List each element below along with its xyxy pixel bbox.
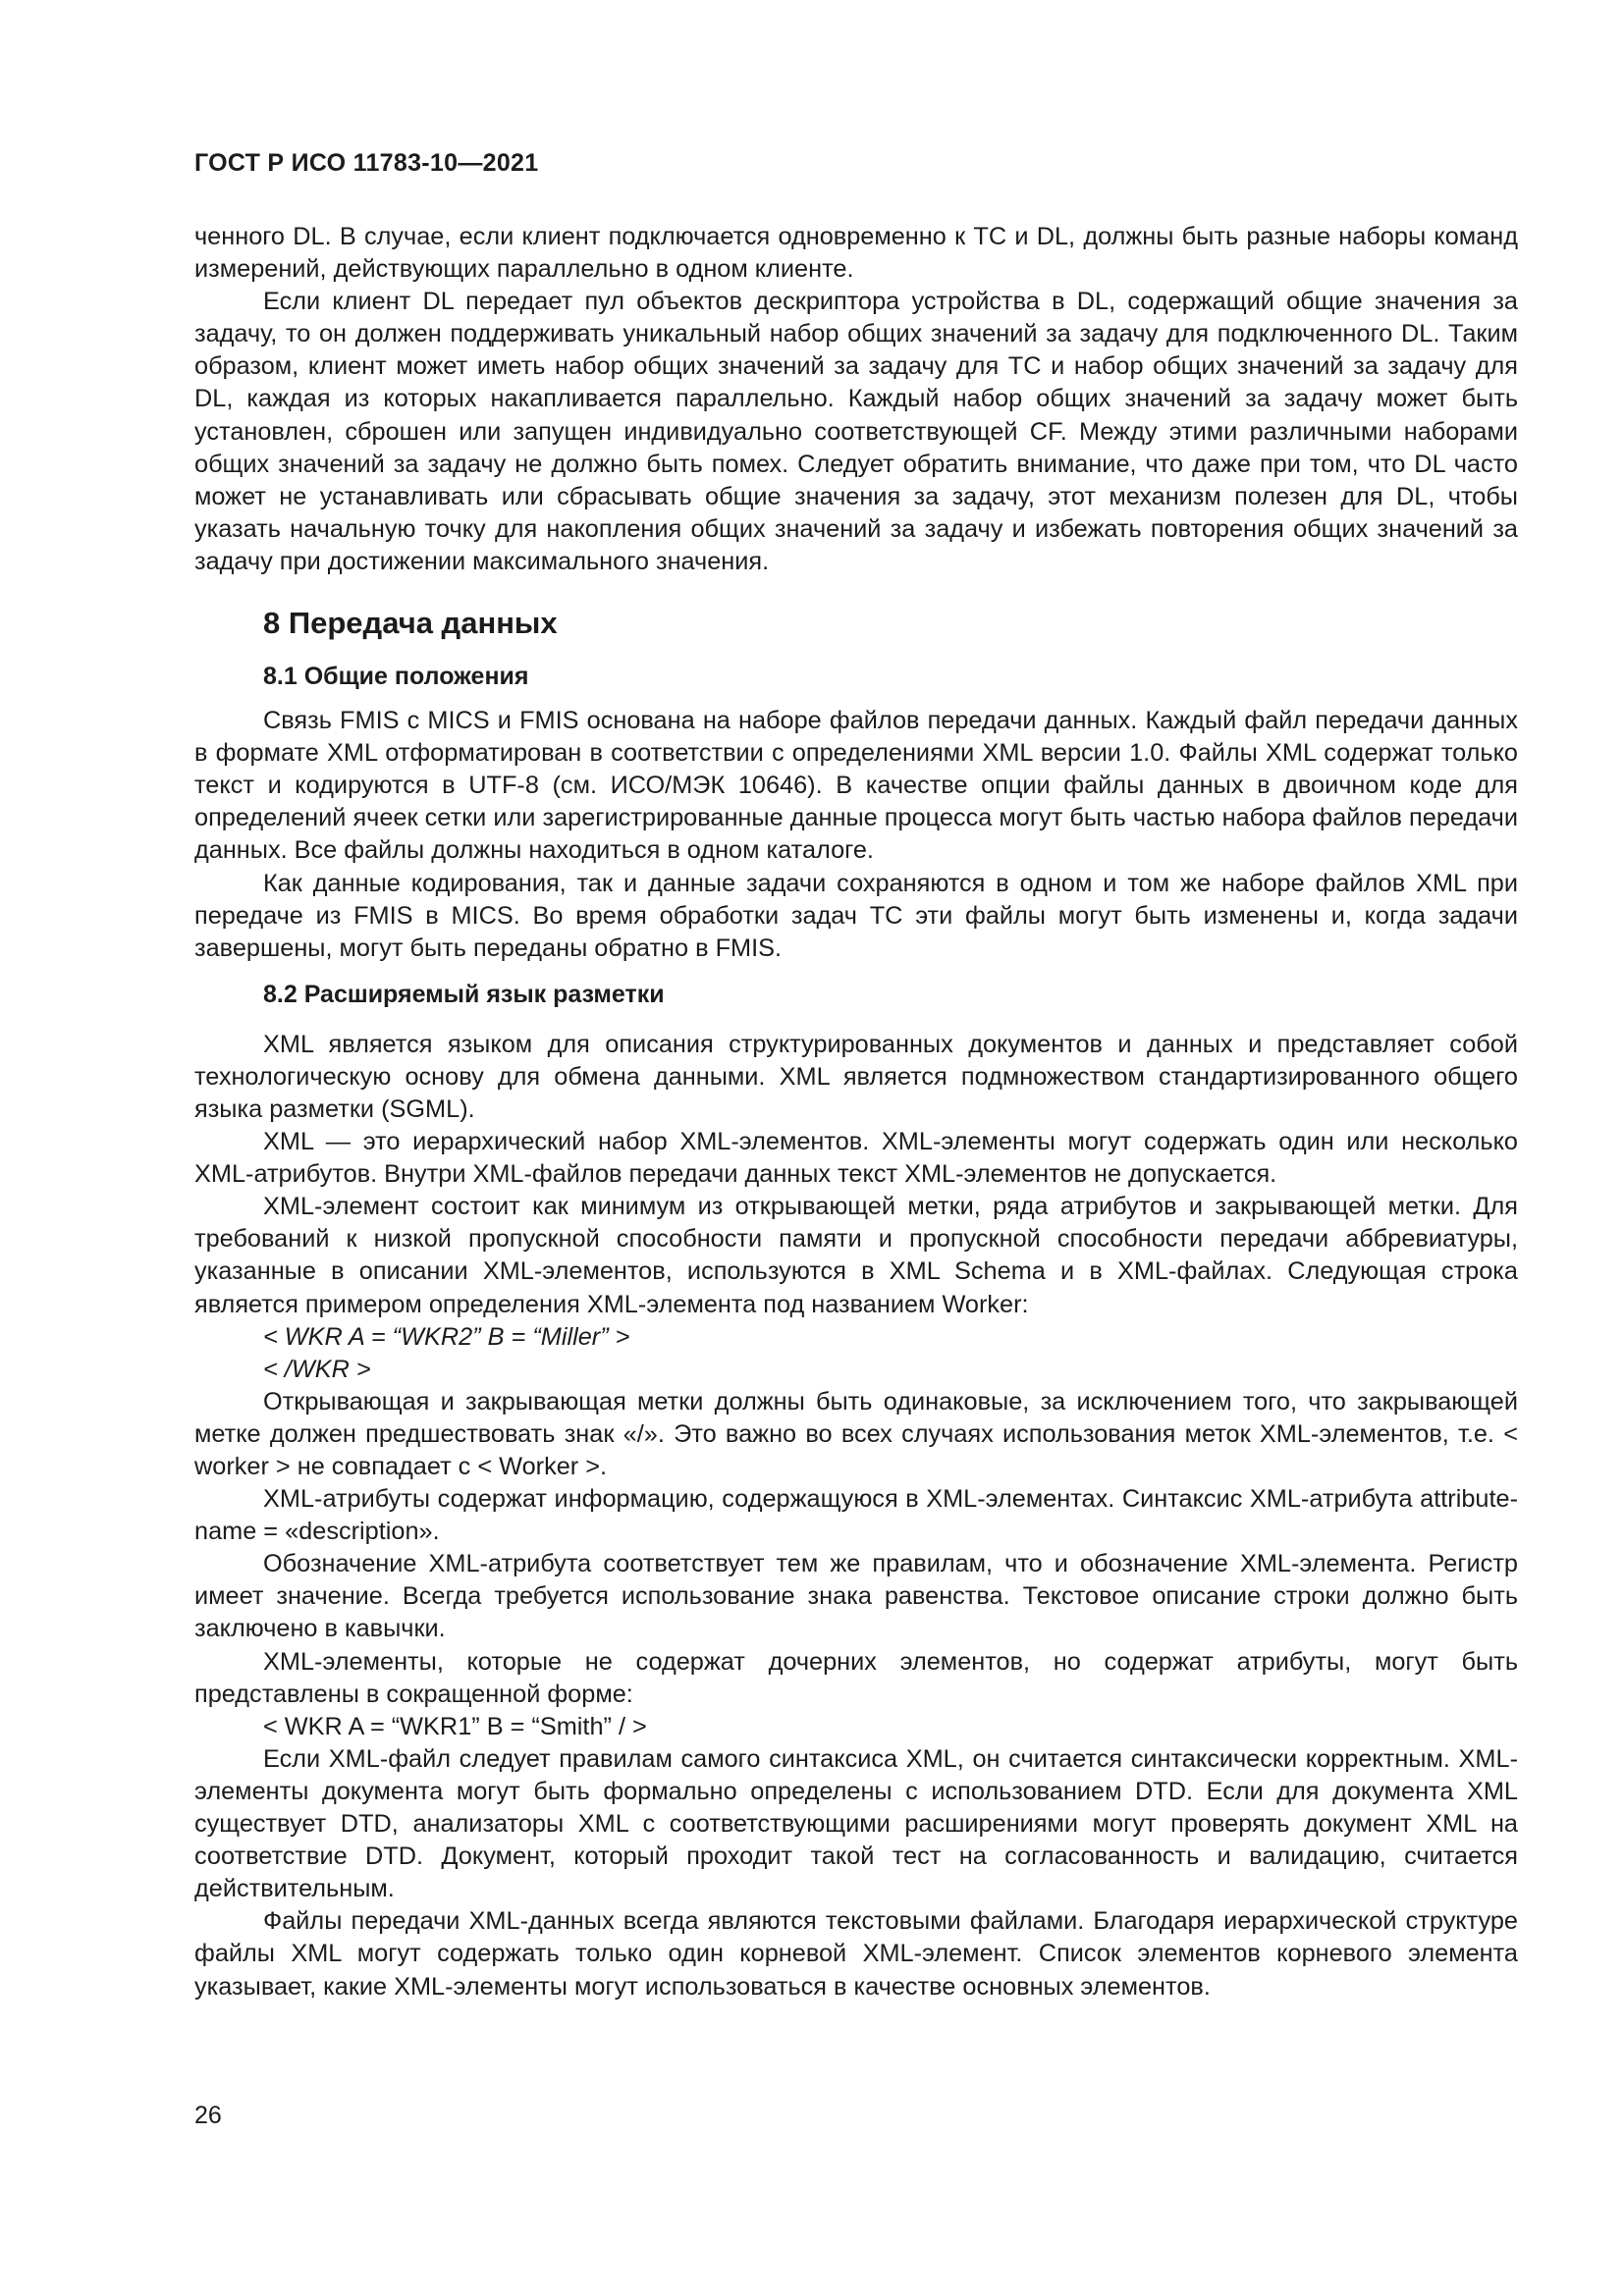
document-body <box>194 221 1518 2003</box>
paragraph: Если клиент DL передает пул объектов дескриптора устройства в DL, содержащий общие значения за задачу, то он должен поддерживать уникальный набор общих значений за задачу для подключенного DL. Таким образом, клиент может иметь набор общих значений за задачу для ТС и набор общих значений за задачу для DL, каждая из которых накапливается параллельно. Каждый набор общих значений за задачу может быть установлен, сброшен или запущен индивидуально соответствующей CF. Между этими различными наборами общих значений за задачу не должно быть помех. Следует обратить внимание, что даже при том, что DL часто может не устанавливать или сбрасывать общие значения за задачу, этот механизм полезен для DL, чтобы указать начальную точку для накопления общих значений за задачу и избежать повторения общих значений за задачу при достижении максимального значения. <box>194 288 1518 575</box>
paragraph: Как данные кодирования, так и данные задачи сохраняются в одном и том же наборе файлов XML при передаче из FMIS в MICS. Во время обработки задач ТС эти файлы могут быть изменены и, когда задачи завершены, могут быть переданы обратно в FMIS. <box>194 869 1518 962</box>
paragraph: XML-элементы, которые не содержат дочерних элементов, но содержат атрибуты, могут быть представлены в сокращенной форме: <box>194 1647 1518 1708</box>
paragraph: Открывающая и закрывающая метки должны быть одинаковые, за исключением того, что закрывающей метке должен предшествовать знак «/». Это важно во всех случаях использования меток XML-элементов, т.е. < worker > не совпадает с < Worker >. <box>194 1387 1518 1480</box>
paragraph: Связь FMIS с MICS и FMIS основана на наборе файлов передачи данных. Каждый файл передачи данных в формате XML отформатирован в соответствии с определениями XML версии 1.0. Файлы XML содержат только текст и кодируются в UTF-8 (см. ИСО/МЭК 10646). В качестве опции файлы данных в двоичном коде для определений ячеек сетки или зарегистрированные данные процесса могут быть частью набора файлов передачи данных. Все файлы должны находиться в одном каталоге. <box>194 707 1518 865</box>
code-example-short-form: < WKR A = “WKR1” B = “Smith” / > <box>263 1712 647 1740</box>
page-number: 26 <box>194 2102 222 2129</box>
paragraph: Файлы передачи XML-данных всегда являются текстовыми файлами. Благодаря иерархической структуре файлы XML могут содержать только один корневой XML-элемент. Список элементов корневого элемента указывает, какие XML-элементы могут использоваться в качестве основных элементов. <box>194 1907 1518 2001</box>
paragraph: XML-элемент состоит как минимум из открывающей метки, ряда атрибутов и закрывающей метки. Для требований к низкой пропускной способности памяти и пропускной способности передачи аббревиатуры, указанные в описании XML-элементов, используются в XML Schema и в XML-файлах. Следующая строка является примером определения XML-элемента под названием Worker: <box>194 1193 1518 1318</box>
subsection-heading-8-1: 8.1 Общие положения <box>263 663 529 691</box>
subsection-heading-8-2: 8.2 Расширяемый язык разметки <box>263 980 665 1008</box>
paragraph: Если XML-файл следует правилам самого синтаксиса XML, он считается синтаксически корректным. XML-элементы документа могут быть формально определены с использованием DTD. Если для документа XML существует DTD, анализаторы XML с соответствующими расширениями могут проверять документ XML на соответствие DTD. Документ, который проходит такой тест на согласованность и валидацию, считается действительным. <box>194 1744 1518 1903</box>
code-example-close-tag: < /WKR > <box>263 1355 371 1383</box>
paragraph: XML-атрибуты содержат информацию, содержащуюся в XML-элементах. Синтаксис XML-атрибута attribute-name = «description». <box>194 1485 1518 1546</box>
code-example-open-tag: < WKR A = “WKR2” B = “Miller” > <box>263 1322 630 1351</box>
document-header: ГОСТ Р ИСО 11783-10—2021 <box>194 149 539 177</box>
paragraph: Обозначение XML-атрибута соответствует тем же правилам, что и обозначение XML-элемента. Регистр имеет значение. Всегда требуется использование знака равенства. Текстовое описание строки должно быть заключено в кавычки. <box>194 1550 1518 1643</box>
paragraph: XML является языком для описания структурированных документов и данных и представляет собой технологическую основу для обмена данными. XML является подмножеством стандартизированного общего языка разметки (SGML). <box>194 1030 1518 1123</box>
section-heading-8: 8 Передача данных <box>263 606 558 641</box>
paragraph: ченного DL. В случае, если клиент подключается одновременно к ТС и DL, должны быть разные наборы команд измерений, действующих параллельно в одном клиенте. <box>194 223 1518 284</box>
paragraph: XML — это иерархический набор XML-элементов. XML-элементы могут содержать один или несколько XML-атрибутов. Внутри XML-файлов передачи данных текст XML-элементов не допускается. <box>194 1128 1518 1189</box>
